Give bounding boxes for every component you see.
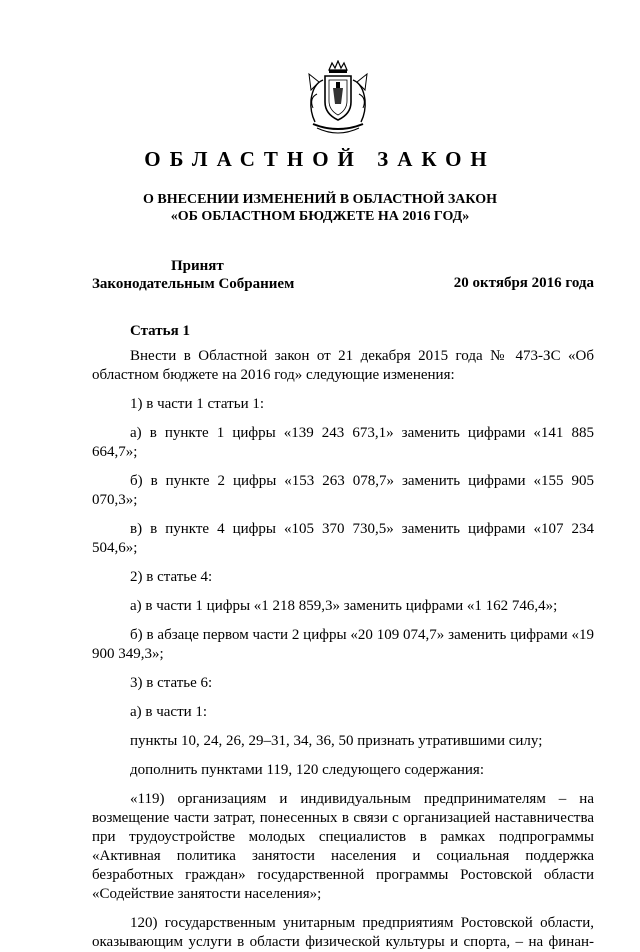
law-subtitle-line-1: О ВНЕСЕНИИ ИЗМЕНЕНИЙ В ОБЛАСТНОЙ ЗАКОН [143, 192, 497, 207]
article-heading: Статья 1 [130, 323, 190, 339]
paragraph: Внести в Областной закон от 21 декабря 2015 года № 473-ЗС «Об областном бюджете на 2016 год» следующие изменения: [92, 348, 594, 383]
coat-of-arms-emblem [305, 60, 371, 138]
paragraph: в) в пункте 4 цифры «105 370 730,5» заменить цифрами «107 234 504,6»; [92, 521, 594, 556]
paragraph: 2) в статье 4: [130, 569, 213, 585]
paragraph: а) в пункте 1 цифры «139 243 673,1» заменить цифрами «141 885 664,7»; [92, 425, 594, 460]
paragraph: «119) организациям и индивидуальным предпринимателям – на возмещение части затрат, понесенных в связи с организацией наставничества при трудоустройстве молодых специалистов в рамках подпрограммы «Активная политика занятости населения и социальная поддержка безработных граждан» государственной программы Ростовской области «Содействие занятости населения»; [92, 791, 594, 902]
law-subtitle-line-2: «ОБ ОБЛАСТНОМ БЮДЖЕТЕ НА 2016 ГОД» [170, 209, 470, 224]
paragraph: а) в части 1: [130, 704, 208, 720]
adopted-by-assembly: Законодательным Собранием [92, 276, 295, 292]
article-body [92, 347, 594, 952]
paragraph: 1) в части 1 статьи 1: [130, 396, 265, 412]
adopted-date: 20 октября 2016 года [453, 275, 594, 291]
paragraph: 3) в статье 6: [130, 675, 213, 691]
paragraph: б) в пункте 2 цифры «153 263 078,7» заменить цифрами «155 905 070,3»; [92, 473, 594, 508]
law-title: ОБЛАСТНОЙ ЗАКОН [144, 147, 496, 171]
paragraph: пункты 10, 24, 26, 29–31, 34, 36, 50 признать утратившими силу; [130, 733, 543, 749]
paragraph: б) в абзаце первом части 2 цифры «20 109 074,7» заменить цифрами «19 900 349,3»; [92, 627, 594, 662]
paragraph: а) в части 1 цифры «1 218 859,3» заменить цифрами «1 162 746,4»; [130, 598, 558, 614]
adopted-label: Принят [171, 258, 224, 274]
paragraph: дополнить пунктами 119, 120 следующего содержания: [130, 762, 484, 778]
paragraph: 120) государственным унитарным предприятиям Ростовской области, оказывающим услуги в области физической культуры и спорта, – на финан- [92, 915, 594, 950]
